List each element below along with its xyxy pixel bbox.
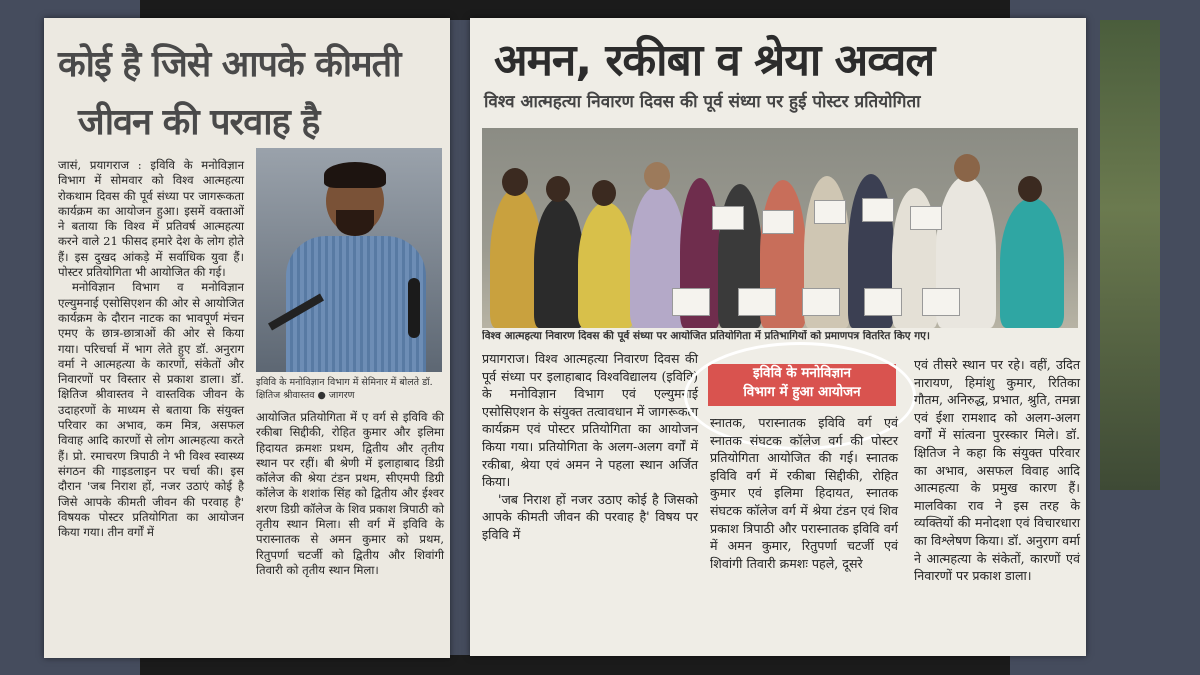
right-column-1 (482, 350, 698, 544)
box-heading-line2: विभाग में हुआ आयोजन (743, 384, 861, 400)
left-headline-line2: जीवन की परवाह है (78, 102, 320, 143)
certificate-6 (672, 288, 710, 316)
person-2-head (546, 176, 570, 202)
left-col1-paragraph1: जासं, प्रयागराज : इविवि के मनोविज्ञान विभाग में सोमवार को विश्व आत्महत्या रोकथाम दिवस की पूर्व संध्या पर जागरूकता कार्यक्रम का आयोजन हुआ। इसमें वक्ताओं ने बताया कि विश्व में प्रतिवर्ष आत्महत्या करने वाले 21 फीसद हमारे देश के लोग होते हैं। इस दुखद आंकड़े में सर्वाधिक युवा हैं। पोस्टर प्रतियोगिता भी आयोजित की गई। (58, 158, 244, 280)
background-edge-bottom (140, 655, 1010, 675)
certificate-1 (712, 206, 744, 230)
left-headline-line1: कोई है जिसे आपके कीमती (58, 44, 401, 85)
right-column-3: एवं तीसरे स्थान पर रहे। वहीं, उदित नारायण, हिमांशु कुमार, रितिका गौतम, अनिरुद्ध, प्रभात, श्रुति, तमन्ना एवं ईशा रामशाद को अलग-अलग वर्गों में सांत्वना पुरस्कार मिले। डॉ. क्षितिज ने कहा कि संयुक्त परिवार का अभाव, असफल विवाह आदि आत्महत्या के प्रमुख कारण हैं। मालविका राव ने इस तरह के व्यक्तियों की मनोदशा एवं विचारधारा का विश्लेषण किया। डॉ. अनुराग वर्मा ने आत्महत्या के संकेतों, कारणों एवं निवारणों पर प्रकाश डाला। (914, 357, 1080, 584)
person-3 (578, 202, 634, 328)
left-newspaper-clipping (44, 18, 450, 658)
background-plant (1100, 20, 1160, 490)
person-1-head (502, 168, 528, 196)
background-edge-top (140, 0, 1010, 20)
group-photo (482, 128, 1078, 328)
right-newspaper-clipping (470, 18, 1086, 656)
person-4-head (644, 162, 670, 190)
certificate-2 (762, 210, 794, 234)
right-column-2: स्नातक, परास्नातक इविवि वर्ग एवं स्नातक संघटक कॉलेज वर्ग की पोस्टर प्रतियोगिता आयोजित की गई। स्नातक इविवि वर्ग में रकीबा सिद्दीकी, रोहित कुमार एवं इलिमा हिदायत, स्नातक संघटक कॉलेज वर्ग में श्रेया टंडन एवं शिव प्रकाश त्रिपाठी और परास्नातक इविवि वर्ग में अमन कुमार, रितुपर्णा चटर्जी एवं शिवांगी तिवारी क्रमशः पहले, दूसरे (710, 415, 898, 571)
speaker-beard (336, 210, 374, 236)
group-photo-caption: विश्व आत्महत्या निवारण दिवस की पूर्व संध्या पर आयोजित प्रतियोगिता में प्रतिभागियों को प्रमाणपत्र वितरित किए गए। (482, 330, 930, 342)
person-3-head (592, 180, 616, 206)
certificate-4 (862, 198, 894, 222)
certificate-10 (922, 288, 960, 316)
certificate-7 (738, 288, 776, 316)
right-subheadline: विश्व आत्महत्या निवारण दिवस की पूर्व संध्या पर हुई पोस्टर प्रतियोगिता (484, 92, 921, 112)
right-col1-paragraph1: प्रयागराज। विश्व आत्महत्या निवारण दिवस की पूर्व संध्या पर इलाहाबाद विश्वविद्यालय (इविवि) के मनोविज्ञान विभाग एवं एल्युमनाई एसोसिएशन के संयुक्त तत्वावधान में जागरूकता कार्यक्रम एवं पोस्टर प्रतियोगिता का आयोजन किया गया। प्रतियोगिता के अलग-अलग वर्गों में रकीबा, श्रेया एवं अमन ने पहला स्थान अर्जित किया। (482, 351, 698, 490)
right-col1-paragraph2: 'जब निराश हों नजर उठाए कोई है जिसको आपके कीमती जीवन की परवाह है' विषय पर इविवि में (482, 491, 698, 542)
certificate-8 (802, 288, 840, 316)
left-col1-paragraph2: मनोविज्ञान विभाग व मनोविज्ञान एल्युमनाई एसोसिएशन की ओर से आयोजित कार्यक्रम के दौरान नाटक का भावपूर्ण मंचन एमए के छात्र-छात्राओं की ओर से किया गया। परिचर्चा में भाग लेते हुए डॉ. अनुराग वर्मा ने आत्महत्या के कारणों, संकेतों और निवारणों पर विस्तार से प्रकाश डाला। डॉ. क्षितिज श्रीवास्तव ने वास्तविक जीवन के उदाहरणों के माध्यम से बताया कि संयुक्त परिवार का अभाव, कम मित्र, असफल विवाह आदि कारणों से लोग आत्महत्या करते हैं। प्रो. रमाचरण त्रिपाठी ने भी विश्व स्वास्थ्य संगठन की गाइडलाइन पर चर्चा की। इस दौरान 'जब निराश हों, नजर उठाएं कोई है जिसे आपके कीमती जीवन की परवाह है' विषयक पोस्टर प्रतियोगिता का आयोजन किया गया। तीन वर्गों में (58, 280, 244, 540)
person-12-head (1018, 176, 1042, 202)
person-12 (1000, 198, 1064, 328)
left-column-1 (58, 158, 244, 540)
speaker-hair (324, 162, 386, 188)
right-headline: अमन, रकीबा व श्रेया अव्वल (494, 35, 935, 86)
certificate-3 (814, 200, 846, 224)
speaker-photo (256, 148, 442, 372)
person-11-head (954, 154, 980, 182)
microphone (408, 278, 420, 338)
left-column-2: आयोजित प्रतियोगिता में ए वर्ग से इविवि की रकीबा सिद्दीकी, रोहित कुमार और इलिमा हिदायत क्रमशः प्रथम, द्वितीय और तृतीय स्थान पर रहीं। बी श्रेणी में इलाहाबाद डिग्री कॉलेज की श्रेया टंडन प्रथम, सीएमपी डिग्री कॉलेज के शशांक सिंह को द्वितीय और ईश्वर शरण डिग्री कॉलेज के शिव प्रकाश त्रिपाठी को तृतीय स्थान मिला। सी वर्ग में इविवि के परास्नातक से अमन कुमार को प्रथम, रितुपर्णा चटर्जी को द्वितीय और शिवांगी तिवारी को तृतीय स्थान मिला। (256, 410, 444, 577)
box-heading-line1: इविवि के मनोविज्ञान (752, 365, 852, 381)
person-2 (534, 198, 584, 328)
certificate-9 (864, 288, 902, 316)
certificate-5 (910, 206, 942, 230)
speaker-photo-caption: इविवि के मनोविज्ञान विभाग में सेमिनार में बोलते डॉ. क्षितिज श्रीवास्तव ● जागरण (256, 377, 433, 401)
